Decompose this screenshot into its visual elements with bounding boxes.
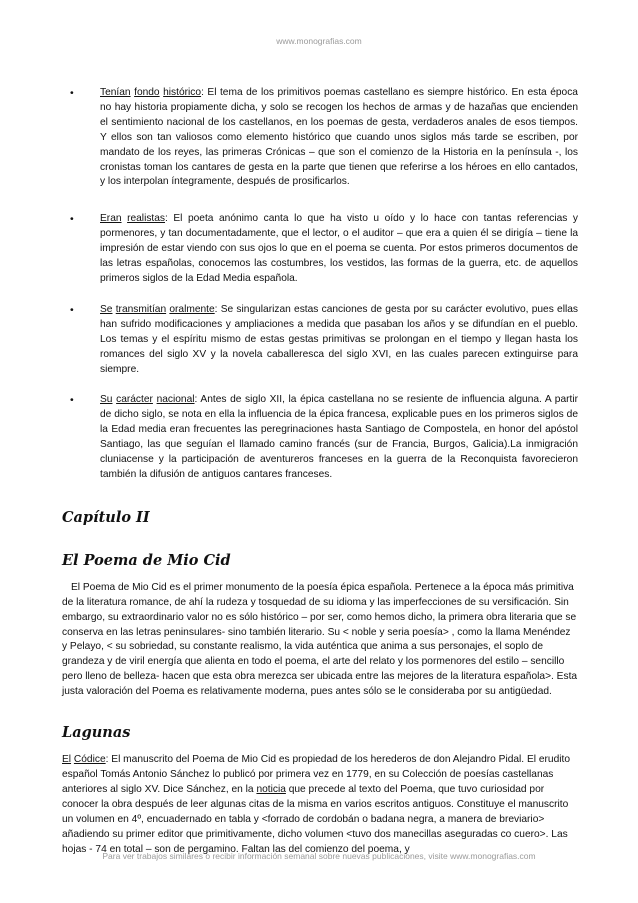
term-word: Se [100,303,113,315]
list-item [62,86,578,190]
list-item-text: : El poeta anónimo canta lo que ha visto u oído y lo hace con tantas referencias y pormenores, y tan documentadamente, que el lector, o el auditor – que era a quien él se dirigía – tiene la impresión de estar viendo con sus ojos lo que en el poema se cuenta. Por estos primeros documentos de las letras españolas, conocemos las costumbres, los vestidos, las formas de la guerra, etc. de aquellos primeros siglos de la Edad Media española. [100,213,578,284]
term-word: nacional [156,394,195,406]
term-word: El [62,754,72,766]
section-heading: El Poema de Mio Cid [62,551,231,569]
term-word: oralmente [169,303,215,315]
bullet-list [62,86,578,483]
page-content [62,86,578,857]
paragraph-text: : El manuscrito del Poema de Mio Cid es propiedad de los herederos de don Alejandro Pidal. El erudito español Tomás Antonio Sánchez lo publicó por primera vez en 1779, en su Colección de poesías castellanas anteriores al siglo XV. Dice Sánchez, en la [62,754,570,795]
list-item [62,303,578,378]
list-item-text: : El tema de los primitivos poemas castellano es siempre histórico. En esta época no hay historia propiamente dicha, y solo se recogen los hechos de armas y de hazañas que encienden el sentimiento nacional de los castellanos, en los poemas de gesta, verdaderos anales de esos tiempos. Y ellos son tan valiosos como elemento histórico que cuando unos siglos más tarde se escriben, por mandato de los reyes, las primeras Crónicas – que son el comienzo de la Historia en la península -, los cronistas toman los cantares de gesta en la parte que tienen que referirse a los héroes en ello cantados, y los interpolan íntegramente, después de prosificarlos. [100,87,578,188]
list-item-text: : Antes de siglo XII, la épica castellana no se resiente de influencia alguna. A partir de dicho siglo, se nota en ella la influencia de la épica francesa, explicable pues en los primeros siglos de la Edad media eran frecuentes las peregrinaciones hasta Santiago de Compostela, en honor del apóstol Santiago, las que seguían el llamado camino francés (sur de Francia, Burgos, Galicia).La inmigración cluniacense y la participación de aventureros franceses en la guerra de la Reconquista favorecieron también la difusión de antiguos cantares franceses. [100,394,578,480]
section-heading: Lagunas [62,724,131,742]
list-item [62,212,578,287]
section-paragraph [62,581,578,700]
page-footer: Para ver trabajos similares o recibir información semanal sobre nuevas publicaciones, visite www.monografias.com [102,851,536,861]
term-word: Tenían [100,87,131,98]
term-word: fondo [134,87,160,98]
page-header: www.monografias.com [276,36,362,46]
term-word: Códice [73,754,106,766]
section-paragraph [62,753,578,857]
noticia-link[interactable]: noticia [256,783,286,795]
term-word: Su [100,394,113,406]
paragraph-text: El Poema de Mio Cid es el primer monumento de la poesía épica española. Pertenece a la época más primitiva de la literatura romance, de ahí la rudeza y tosquedad de su idioma y las imperfecciones de su versificación. Sin embargo, su extraordinario valor no es sólo histórico – por ser, como hemos dicho, la primera obra literaria que se conserva en las letras peninsulares- sino también literario. Su < noble y seria poesía> , como la llama Menéndez y Pelayo, < su sobriedad, su constante realismo, la vida auténtica que anima a sus personajes, el soplo de grandeza y de viril energía que alienta en todo el poema, el arte del relato y los pormenores del estilo – sencillo pero lleno de belleza- hacen que esta obra merezca ser ubicada entre las mejores de la literatura española>. Esta justa valoración del Poema es relativamente moderna, pues antes sólo se le consideraba por su antigüedad. [62,581,578,698]
term-word: carácter [116,394,153,406]
term-word: histórico [163,87,202,98]
term-word: Eran [100,213,122,225]
paragraph-text: que precede al texto del Poema, que tuvo curiosidad por conocer la obra después de leer algunas citas de la misma en varios escritos antiguos. Constituye el manuscrito un volumen en 4º, encuadernado en tabla y <forrado de cordobán o badana negra, a manera de breviario> añadiendo su primer editor que primitivamente, dicho volumen <tuvo dos manecillas aseguradas co cuero>. Las hojas - 74 en total – son de pergamino. Faltan las del comienzo del poema, y [62,783,569,855]
list-item [62,393,578,482]
term-word: transmitían [115,303,167,315]
term-word: realistas [127,213,166,225]
chapter-heading: Capítulo II [62,508,150,526]
list-item-text: : Se singularizan estas canciones de gesta por su carácter evolutivo, pues ellas han sufrido modificaciones y ampliaciones a medida que pasaban los años y se difundían en el pueblo. Los temas y el espíritu mismo de estas gestas primitivas se prolongan en el tiempo y llegan hasta los romances del siglo XV y la novela caballeresca del siglo XVI, en las cuales parecen extinguirse para siempre. [100,303,578,375]
